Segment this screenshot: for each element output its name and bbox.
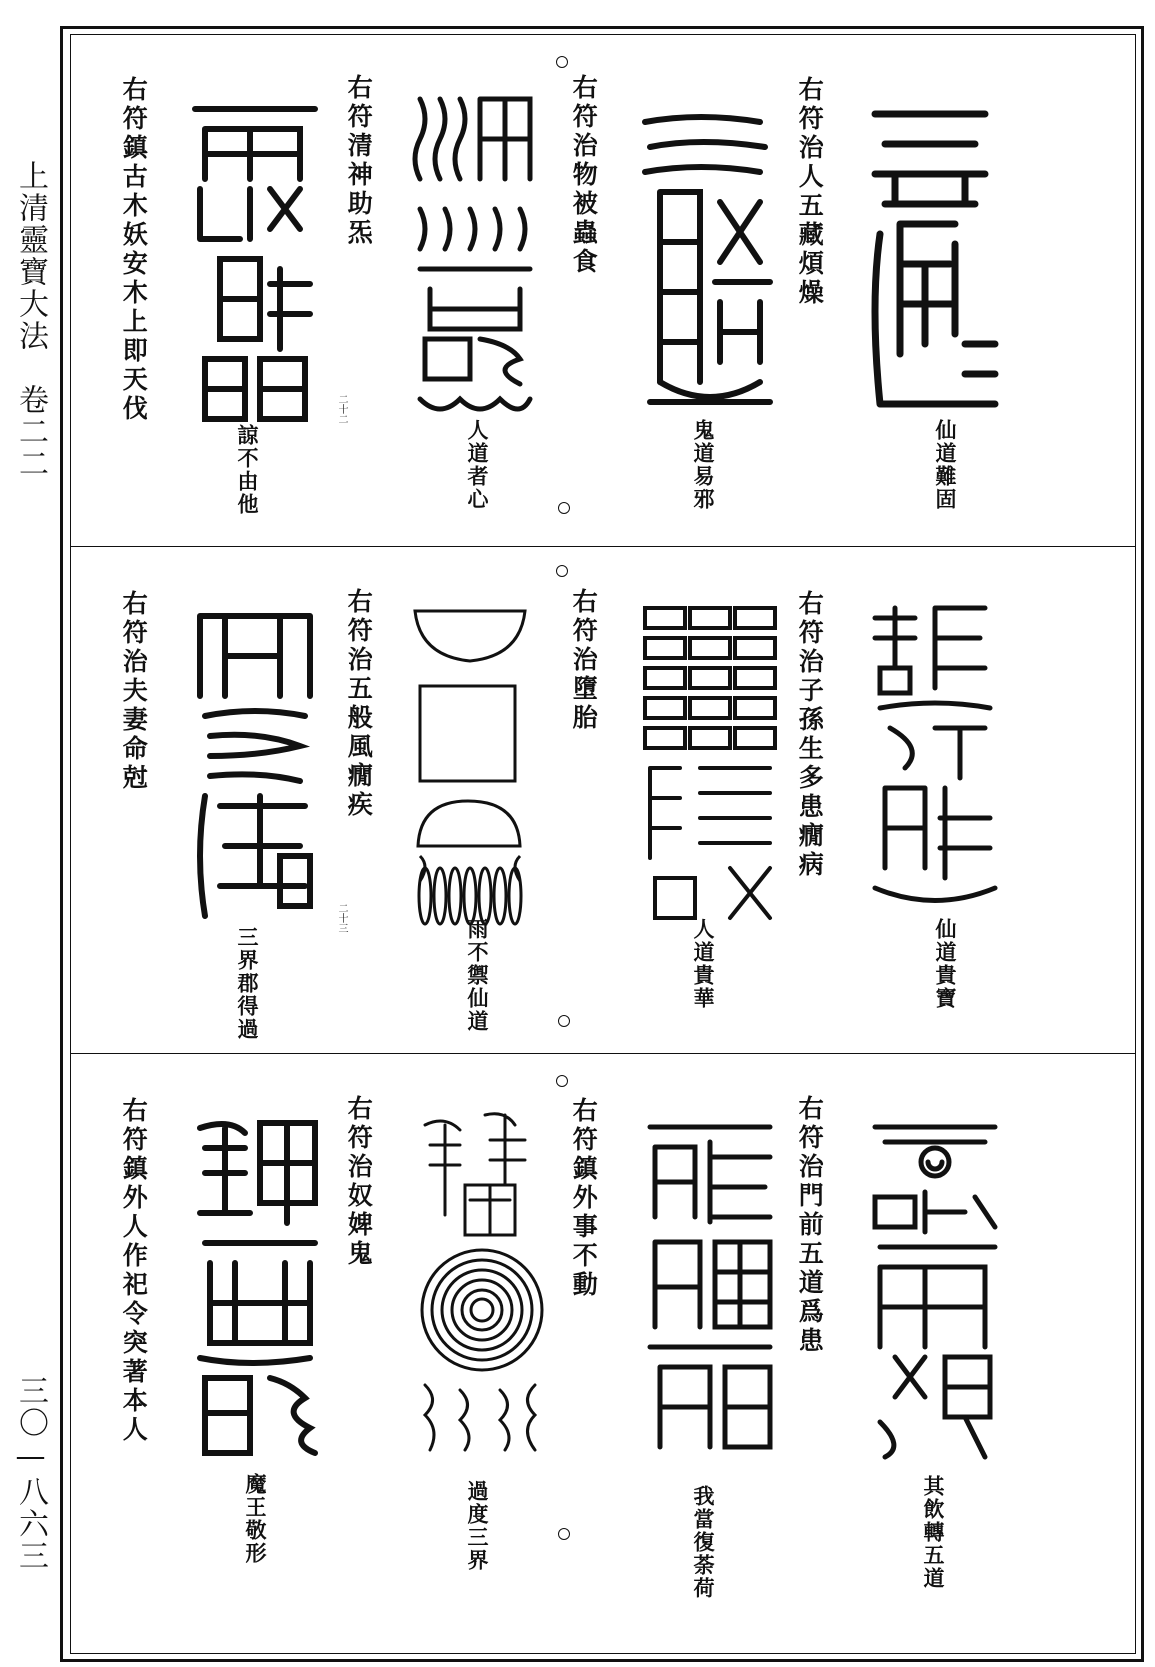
- talisman-glyph: [190, 1113, 325, 1463]
- talisman-glyph: [190, 99, 320, 429]
- talisman-glyph: [415, 1105, 550, 1460]
- book-title: 上清靈寶大法 卷二二: [13, 160, 48, 480]
- talisman-caption: 右符鎮外事不動: [569, 1097, 599, 1300]
- talisman-glyph: [410, 606, 530, 926]
- talisman-caption: 右符治奴婢鬼: [344, 1095, 374, 1269]
- talisman-caption: 右符治墮胎: [569, 588, 599, 733]
- talisman-glyph: [190, 606, 320, 926]
- talisman-sublabel: 人道貴華: [691, 918, 716, 1010]
- talisman-sublabel: 過度三界: [465, 1480, 490, 1572]
- talisman-glyph: [640, 1117, 785, 1462]
- talisman-section-1: [70, 34, 1136, 546]
- talisman-sublabel: 其飲轉五道: [921, 1475, 946, 1590]
- talisman-section-2: [70, 548, 1136, 1053]
- talisman-glyph: [865, 1117, 1010, 1462]
- talisman-sublabel: 三界郡得過: [235, 926, 260, 1041]
- talisman-caption: 右符治子孫生多患癇病: [795, 590, 825, 880]
- talisman-caption: 右符治物被蟲食: [569, 74, 599, 277]
- talisman-sublabel: 我當復荼荷: [691, 1485, 716, 1600]
- row-divider: [70, 1053, 1136, 1054]
- talisman-glyph: [640, 102, 780, 422]
- talisman-caption: 右符清神助炁: [344, 74, 374, 248]
- column-marker: 二十三: [336, 903, 347, 933]
- talisman-caption: 右符治門前五道爲患: [795, 1095, 825, 1356]
- talisman-sublabel: 仙道難固: [933, 419, 958, 511]
- talisman-section-3: [70, 1055, 1136, 1654]
- talisman-caption: 右符治五般風癇疾: [344, 588, 374, 820]
- talisman-caption: 右符鎮古木妖安木上即天伐: [119, 76, 149, 424]
- talisman-sublabel: 人道者心: [465, 419, 490, 511]
- talisman-sublabel: 鬼道易邪: [691, 419, 716, 511]
- talisman-caption: 右符治夫妻命尅: [119, 590, 149, 793]
- talisman-glyph: [865, 104, 1005, 434]
- talisman-caption: 右符治人五藏煩燥: [795, 76, 825, 308]
- talisman-sublabel: 仙道貴寶: [933, 918, 958, 1010]
- talisman-sublabel: 雨不禦仙道: [465, 918, 490, 1033]
- talisman-glyph: [865, 598, 1005, 923]
- page-number: 三〇—八六三: [13, 1375, 48, 1572]
- column-marker: 二十二: [336, 394, 347, 424]
- talisman-glyph: [410, 89, 540, 419]
- talisman-sublabel: 魔王敬形: [243, 1473, 268, 1565]
- talisman-caption: 右符鎮外人作祀令突著本人: [119, 1097, 149, 1445]
- talisman-sublabel: 諒不由他: [235, 424, 260, 516]
- talisman-glyph: [640, 598, 785, 923]
- row-divider: [70, 546, 1136, 547]
